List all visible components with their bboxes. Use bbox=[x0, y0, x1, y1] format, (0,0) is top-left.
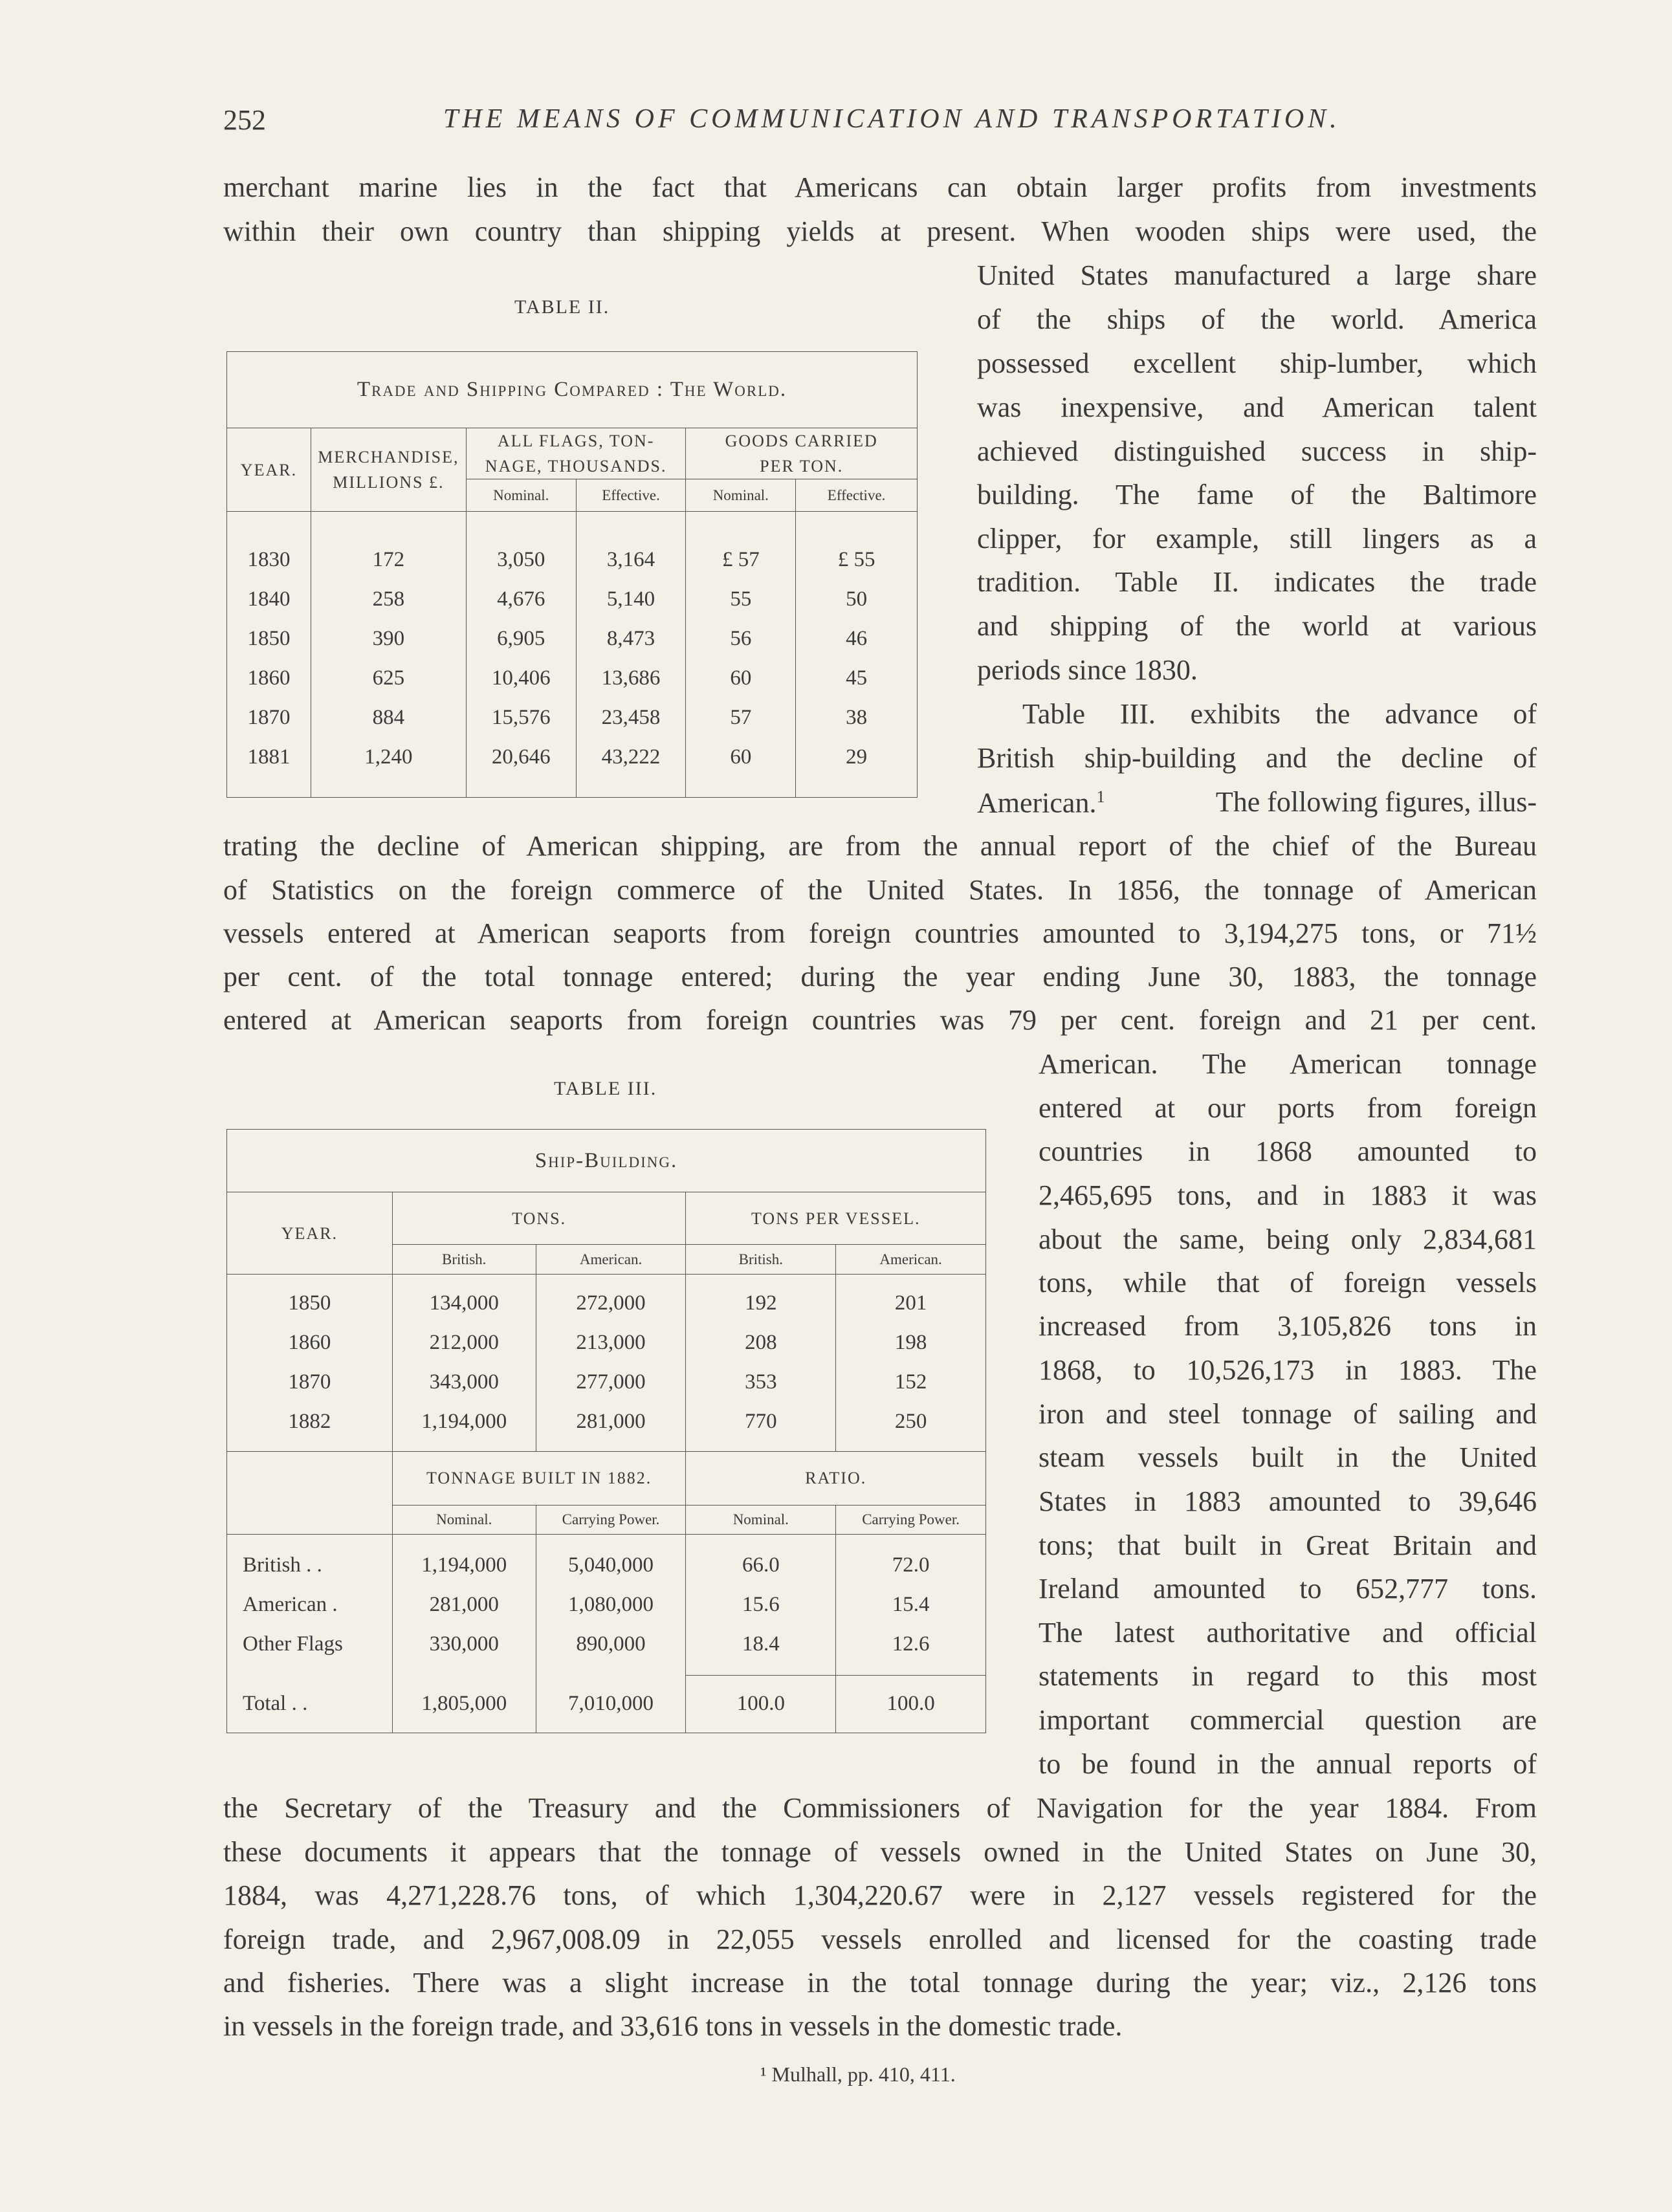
text-line: of the ships of the world. America bbox=[977, 303, 1537, 335]
table3-header-tons: TONS. bbox=[392, 1192, 686, 1245]
text-line: countries in 1868 amounted to bbox=[1039, 1135, 1537, 1167]
table3-subheader-nominal: Nominal. bbox=[392, 1505, 536, 1535]
text-line: Table III. exhibits the advance of bbox=[1022, 698, 1537, 730]
text-line: and fisheries. There was a slight increase in the total tonnage during the year; viz., 2,126 tons bbox=[223, 1967, 1537, 1998]
table2-column-years: 1830 1840 1850 1860 1870 1881 bbox=[227, 512, 311, 798]
table2-column-merchandise: 172 258 390 625 884 1,240 bbox=[311, 512, 466, 798]
text-line: 1884, was 4,271,228.76 tons, of which 1,304,220.67 were in 2,127 vessels registered for the bbox=[223, 1879, 1537, 1911]
text-line: these documents it appears that the tonnage of vessels owned in the United States on June 30, bbox=[223, 1836, 1537, 1868]
table3-total-ratio-nominal: 100.0 bbox=[686, 1675, 836, 1733]
table2-column-flags-effective: 3,164 5,140 8,473 13,686 23,458 43,222 bbox=[576, 512, 686, 798]
text-line: merchant marine lies in the fact that Americans can obtain larger profits from investments bbox=[223, 171, 1537, 203]
table2-subheader-effective: Effective. bbox=[796, 479, 918, 512]
text-line: per cent. of the total tonnage entered; during the year ending June 30, 1883, the tonnage bbox=[223, 961, 1537, 992]
text-line: important commercial question are bbox=[1039, 1704, 1537, 1736]
table3-header-year: YEAR. bbox=[227, 1192, 393, 1274]
text-line: tons, while that of foreign vessels bbox=[1039, 1267, 1537, 1298]
table3-subheader-british: British. bbox=[392, 1245, 536, 1275]
table3-header-tonnage-built: TONNAGE BUILT IN 1882. bbox=[392, 1451, 686, 1505]
table3-column-ratio-carrying: 72.0 15.4 12.6 bbox=[836, 1535, 986, 1676]
text-line: within their own country than shipping yields at present. When wooden ships were used, the bbox=[223, 215, 1537, 247]
text-line: building. The fame of the Baltimore bbox=[977, 479, 1537, 510]
text-line: 1868, to 10,526,173 in 1883. The bbox=[1039, 1354, 1537, 1386]
text-fragment: The following figures, illus- bbox=[1215, 786, 1537, 818]
table3-column-ratio-nominal: 66.0 15.6 18.4 bbox=[686, 1535, 836, 1676]
table2-column-goods-effective: £ 55 50 46 45 38 29 bbox=[796, 512, 918, 798]
table3-subheader-american: American. bbox=[536, 1245, 686, 1275]
text-line: was inexpensive, and American talent bbox=[977, 391, 1537, 423]
table3-column-tpv-american: 201 198 152 250 bbox=[836, 1274, 986, 1451]
table3-total-label: Total . . bbox=[227, 1675, 393, 1733]
text-line: trating the decline of American shipping, are from the annual report of the chief of the Bureau bbox=[223, 830, 1537, 862]
text-line: in vessels in the foreign trade, and 33,616 tons in vessels in the domestic trade. bbox=[223, 2010, 1123, 2042]
text-line: tradition. Table II. indicates the trade bbox=[977, 566, 1537, 598]
text-line: Ireland amounted to 652,777 tons. bbox=[1039, 1573, 1537, 1604]
text-line: of Statistics on the foreign commerce of the United States. In 1856, the tonnage of American bbox=[223, 874, 1537, 906]
text-line: 2,465,695 tons, and in 1883 it was bbox=[1039, 1179, 1537, 1211]
table2-subheader-nominal: Nominal. bbox=[686, 479, 796, 512]
text-line: tons; that built in Great Britain and bbox=[1039, 1529, 1537, 1561]
table3-subheader-carrying-power: Carrying Power. bbox=[536, 1505, 686, 1535]
table3-blank-cell bbox=[227, 1451, 393, 1535]
table3-total-built-nominal: 1,805,000 bbox=[392, 1675, 536, 1733]
text-line: The latest authoritative and official bbox=[1039, 1617, 1537, 1648]
text-line: vessels entered at American seaports from foreign countries amounted to 3,194,275 tons, or 71½ bbox=[223, 917, 1537, 949]
table3-column-built-carrying: 5,040,000 1,080,000 890,000 bbox=[536, 1535, 686, 1676]
table3-total-built-carrying: 7,010,000 bbox=[536, 1675, 686, 1733]
text-line: statements in regard to this most bbox=[1039, 1660, 1537, 1692]
text-fragment: American. bbox=[977, 787, 1097, 819]
table2-header-merchandise: MERCHANDISE, MILLIONS £. bbox=[311, 428, 466, 512]
table-3 bbox=[226, 1129, 986, 1733]
table2-subheader-effective: Effective. bbox=[576, 479, 686, 512]
table2-header-goods-carried: GOODS CARRIED PER TON. bbox=[686, 428, 918, 479]
text-line: increased from 3,105,826 tons in bbox=[1039, 1310, 1537, 1342]
text-line: States in 1883 amounted to 39,646 bbox=[1039, 1485, 1537, 1517]
table3-subheader-british: British. bbox=[686, 1245, 836, 1275]
text-line-with-footnote bbox=[977, 788, 1537, 818]
footnote: ¹ Mulhall, pp. 410, 411. bbox=[760, 2063, 956, 2086]
table3-header-ratio: RATIO. bbox=[686, 1451, 986, 1505]
text-line: steam vessels built in the United bbox=[1039, 1441, 1537, 1473]
table3-caption: TABLE III. bbox=[554, 1078, 657, 1099]
table3-header-tons-per-vessel: TONS PER VESSEL. bbox=[686, 1192, 986, 1245]
text-line: foreign trade, and 2,967,008.09 in 22,055 vessels enrolled and licensed for the coasting trade bbox=[223, 1923, 1537, 1955]
table3-column-years: 1850 1860 1870 1882 bbox=[227, 1274, 393, 1451]
table2-column-flags-nominal: 3,050 4,676 6,905 10,406 15,576 20,646 bbox=[466, 512, 576, 798]
text-line: possessed excellent ship-lumber, which bbox=[977, 347, 1537, 379]
page-number: 252 bbox=[223, 104, 266, 136]
text-line: entered at American seaports from foreign countries was 79 per cent. foreign and 21 per cent. bbox=[223, 1004, 1537, 1036]
text-line: about the same, being only 2,834,681 bbox=[1039, 1223, 1537, 1255]
table2-title: Trade and Shipping Compared : The World. bbox=[227, 352, 918, 428]
table3-column-built-nominal: 1,194,000 281,000 330,000 bbox=[392, 1535, 536, 1676]
text-line: and shipping of the world at various bbox=[977, 610, 1537, 642]
table3-column-tons-american: 272,000 213,000 277,000 281,000 bbox=[536, 1274, 686, 1451]
table2-subheader-nominal: Nominal. bbox=[466, 479, 576, 512]
text-line: the Secretary of the Treasury and the Commissioners of Navigation for the year 1884. From bbox=[223, 1792, 1537, 1824]
text-line: periods since 1830. bbox=[977, 654, 1198, 686]
table2-caption: TABLE II. bbox=[514, 296, 610, 318]
running-head: THE MEANS OF COMMUNICATION AND TRANSPORTATION. bbox=[443, 104, 1341, 134]
text-line: clipper, for example, still lingers as a bbox=[977, 523, 1537, 554]
text-line: United States manufactured a large share bbox=[977, 259, 1537, 291]
table2-column-goods-nominal: £ 57 55 56 60 57 60 bbox=[686, 512, 796, 798]
text-line: to be found in the annual reports of bbox=[1039, 1748, 1537, 1780]
table2-header-year: YEAR. bbox=[227, 428, 311, 512]
text-line: entered at our ports from foreign bbox=[1039, 1092, 1537, 1124]
table3-subheader-nominal: Nominal. bbox=[686, 1505, 836, 1535]
table3-column-flags: British . . American . Other Flags bbox=[227, 1535, 393, 1676]
footnote-marker: 1 bbox=[1096, 787, 1105, 806]
table-2 bbox=[226, 351, 918, 798]
table2-header-all-flags: ALL FLAGS, TON- NAGE, THOUSANDS. bbox=[466, 428, 686, 479]
text-line: iron and steel tonnage of sailing and bbox=[1039, 1398, 1537, 1430]
page-header bbox=[223, 104, 1537, 142]
text-line: American. The American tonnage bbox=[1039, 1048, 1537, 1080]
text-line: British ship-building and the decline of bbox=[977, 742, 1537, 774]
table3-column-tons-british: 134,000 212,000 343,000 1,194,000 bbox=[392, 1274, 536, 1451]
text-line: achieved distinguished success in ship- bbox=[977, 435, 1537, 467]
table3-column-tpv-british: 192 208 353 770 bbox=[686, 1274, 836, 1451]
table3-subheader-american: American. bbox=[836, 1245, 986, 1275]
table3-total-ratio-carrying: 100.0 bbox=[836, 1675, 986, 1733]
table3-title: Ship-Building. bbox=[227, 1130, 986, 1192]
table3-subheader-carrying-power: Carrying Power. bbox=[836, 1505, 986, 1535]
